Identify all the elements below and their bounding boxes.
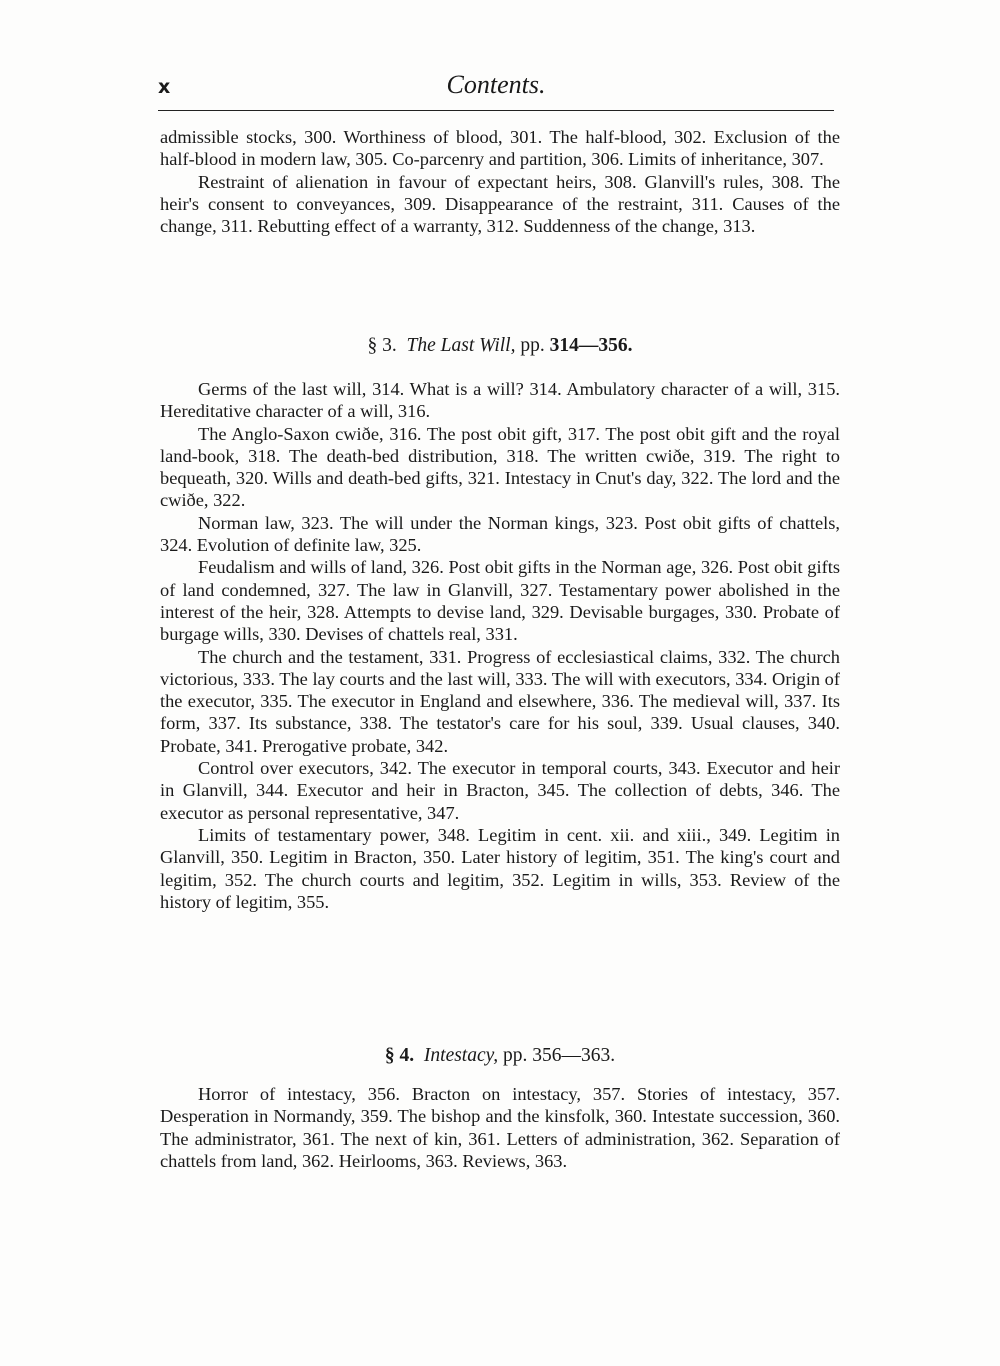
contents-paragraph: Control over executors, 342. The executor in temporal courts, 343. Executor and heir in Glanvill, 344. Executor and heir in Bracton, 345. The collection of debts, 346. The executor as personal representative, 347.	[160, 758, 840, 823]
contents-paragraph: Norman law, 323. The will under the Norman kings, 323. Post obit gifts of chattels, 324. Evolution of definite law, 325.	[160, 512, 840, 556]
section-number: § 3.	[367, 335, 397, 356]
contents-block-last-will	[160, 378, 840, 913]
page-header	[158, 70, 834, 104]
contents-paragraph: Limits of testamentary power, 348. Legitim in cent. xii. and xiii., 349. Legitim in Glanvill, 350. Legitim in Bracton, 350. Later history of legitim, 351. The king's court and legitim, 352. The church courts and legitim, 352. Legitim in wills, 353. Review of the history of legitim, 355.	[160, 824, 840, 912]
header-rule	[158, 110, 834, 111]
section-heading-intestacy	[160, 1045, 840, 1067]
section-pp: pp.	[520, 335, 545, 356]
contents-paragraph: admissible stocks, 300. Worthiness of blood, 301. The half-blood, 302. Exclusion of the half-blood in modern law, 305. Co-parcenry and partition, 306. Limits of inheritance, 307.	[160, 127, 840, 170]
contents-paragraph: Restraint of alienation in favour of expectant heirs, 308. Glanvill's rules, 308. The heir's consent to conveyances, 309. Disappearance of the restraint, 311. Causes of the change, 311. Rebutting effect of a warranty, 312. Suddenness of the change, 313.	[160, 171, 840, 237]
contents-paragraph: The church and the testament, 331. Progress of ecclesiastical claims, 332. The church victorious, 333. The lay courts and the last will, 333. The will with executors, 334. Origin of the executor, 335. The executor in England and elsewhere, 336. The medieval will, 337. Its form, 337. Its substance, 338. The testator's care for his soul, 339. Usual clauses, 340. Probate, 341. Prerogative probate, 342.	[160, 646, 840, 756]
section-heading-last-will	[160, 335, 840, 357]
contents-block-continued	[160, 126, 840, 237]
section-number: § 4.	[384, 1045, 415, 1066]
section-pp: pp.	[502, 1045, 528, 1066]
contents-paragraph: Germs of the last will, 314. What is a will? 314. Ambulatory character of a will, 315. Hereditative character of a will, 316.	[160, 379, 840, 422]
contents-paragraph: Horror of intestacy, 356. Bracton on intestacy, 357. Stories of intestacy, 357. Desperation in Normandy, 359. The bishop and the kinsfolk, 360. Intestate succession, 360. The administrator, 361. The next of kin, 361. Letters of administration, 362. Separation of chattels from land, 362. Heirlooms, 363. Reviews, 363.	[160, 1084, 840, 1171]
contents-paragraph: The Anglo-Saxon cwiðe, 316. The post obit gift, 317. The post obit gift and the royal land-book, 318. The death-bed distribution, 318. The written cwiðe, 319. The right to bequeath, 320. Wills and death-bed gifts, 321. Intestacy in Cnut's day, 322. The lord and the cwiðe, 322.	[160, 423, 840, 511]
contents-paragraph: Feudalism and wills of land, 326. Post obit gifts in the Norman age, 326. Post obit gifts of land condemned, 327. The law in Glanvill, 327. Testamentary power abolished in the interest of the heir, 328. Attempts to devise land, 329. Devisable burgages, 330. Probate of burgage wills, 330. Devises of chattels real, 331.	[160, 557, 840, 645]
contents-block-intestacy	[160, 1083, 840, 1172]
section-page-range: 314—356.	[549, 335, 633, 356]
section-page-range: 356—363.	[532, 1045, 616, 1066]
page-number: x	[158, 76, 172, 98]
running-title: Contents.	[446, 70, 546, 99]
section-title: The Last Will,	[406, 335, 516, 356]
section-title: Intestacy,	[423, 1045, 499, 1066]
